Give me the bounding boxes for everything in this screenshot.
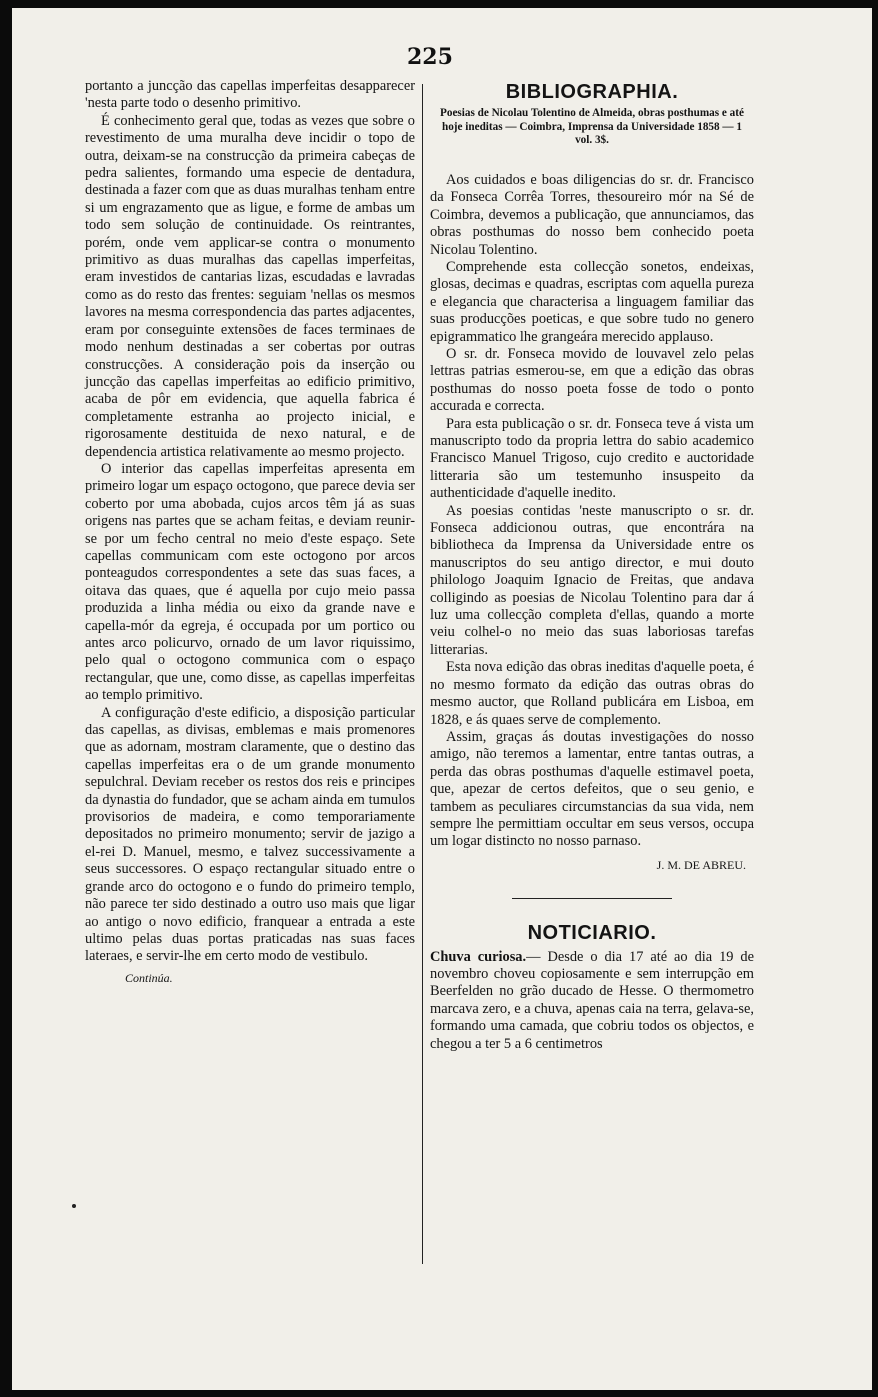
paragraph: A configuração d'este edificio, a disposição particular das capellas, as divisas, emblemas e mais promenores que as adornam, mostram claramente, que o destino das capellas imperfeitas era o de um grande monumento sepulchral. Deviam receber os restos dos reis e principes da dynastia do fundador, que se acham ainda em tumulos provisorios de madeira, e como temporariamente depositados no primeiro monumento; servir de jazigo a el-rei D. Manuel, mesmo, e talvez successivamente a seus successores. O espaço rectangular situado entre o grande arco do octogono e o fundo do primeiro templo, não parece ter sido destinado a outro uso mais que ligar ao antigo o novo edificio, franquear a entrada a este ultimo pelas duas portas praticadas nas suas faces lateraes, e servir-lhe em certo modo de vestibulo. (85, 704, 415, 965)
continua-note: Continúa. (125, 970, 173, 985)
signature: J. M. DE ABREU. (656, 857, 746, 872)
left-column (85, 78, 415, 987)
column-divider (422, 84, 423, 1264)
paragraph: Comprehende esta collecção sonetos, endeixas, glosas, decimas e quadras, escriptas com aquella pureza e elegancia que characterisa a linguagem familiar das suas producções poeticas, e que sobre tudo no genero epigrammatico lhe grangeára merecido applauso. (430, 258, 754, 345)
news-item (430, 949, 754, 1053)
news-item-text: — Desde o dia 17 até ao dia 19 de novembro choveu copiosamente e sem interrupção em Beerfelden no grão ducado de Hesse. O thermometro marcava zero, e a chuva, apenas caia na terra, gelava-se, formando uma camada, que cobriu todos os objectos, e chegou a ter 5 a 6 centimetros (430, 948, 754, 1052)
paragraph: As poesias contidas 'neste manuscripto o sr. dr. Fonseca addicionou outras, que encontrára na bibliotheca da Imprensa da Universidade entre os manuscriptos do seu antigo director, e mui douto philologo Joaquim Ignacio de Freitas, que andava colligindo as poesias de Nicolau Tolentino para dar á luz uma collecção completa d'ellas, quando a morte veiu colhel-o no meio das suas laboriosas tarefas litterarias. (430, 502, 754, 658)
noticiario-heading: NOTICIARIO. (527, 922, 657, 945)
paragraph: O sr. dr. Fonseca movido de louvavel zelo pelas lettras patrias esmerou-se, em que a edição das obras posthumas do nosso poeta fosse de todo o ponto accurada e correcta. (430, 345, 754, 415)
paragraph: Esta nova edição das obras ineditas d'aquelle poeta, é no mesmo formato da edição das outras obras do mesmo auctor, que Rolland publicára em Lisboa, em 1828, e ás quaes serve de complemento. (430, 659, 754, 728)
newspaper-page (12, 8, 872, 1390)
paragraph: O interior das capellas imperfeitas apresenta em primeiro logar um espaço octogono, que parece devia ser coberto por uma abobada, cujos arcos têm já as suas origens nas partes que se acham feitas, e deviam reunir-se por um fecho central no meio d'este espaço. Sete capellas communicam com este octogono por arcos ponteagudos correspondentes a sete das suas faces, a oitava das quaes, que é aquella por cujo meio passa produzida a linha média ou eixo da grande nave e capella-mór da egreja, é occupada por um portico ou antes arco policurvo, ornado de um lavor riquissimo, pelo qual o octogono communica com o espaço rectangular, que une, como disse, as capellas imperfeitas ao templo primitivo. (85, 460, 415, 704)
bibliographia-heading: BIBLIOGRAPHIA. (505, 81, 679, 103)
section-rule (512, 898, 672, 899)
page-number: 225 (407, 44, 453, 70)
margin-mark (72, 1204, 76, 1208)
paragraph: Para esta publicação o sr. dr. Fonseca teve á vista um manuscripto todo da propria lettra do sabio academico Francisco Manuel Trigoso, cujo credito e auctoridade litteraria são um testemunho insuspeito da authenticidade d'aquelle inedito. (430, 415, 754, 502)
right-column (430, 78, 754, 1053)
paragraph: portanto a juncção das capellas imperfeitas desapparecer 'nesta parte todo o desenho primitivo. (85, 78, 415, 112)
news-item-title: Chuva curiosa. (430, 948, 527, 965)
paragraph: É conhecimento geral que, todas as vezes que sobre o revestimento de uma muralha deve incidir o topo de outra, deixam-se na construcção da primeira cabeças de pedra salientes, formando uma especie de dentadura, destinada a fazer com que as duas muralhas tenham entre si um engrazamento que as ligue, e forme de ambas um todo sem solução de continuidade. Os reintrantes, porém, onde vem applicar-se contra o monumento primitivo as duas muralhas das capellas imperfeitas, eram investidos de cantarias lizas, escudadas e lavradas como as do resto das frentes: seguiam 'nellas os mesmos lavores na mesma correspondencia das partes adjacentes, eram por conseguinte extensões de faces terminaes de modo nenhum destinadas a ser cobertas por outras construcções. A consideração pois da inserção ou juncção das capellas imperfeitas ao edificio primitivo, acaba de pôr em evidencia, que aquella fabrica é completamente estranha ao projecto inicial, e rigorosamente destituida de nexo natural, e de dependencia artistica relativamente ao mesmo projecto. (85, 112, 415, 460)
paragraph: Assim, graças ás doutas investigações do nosso amigo, não teremos a lamentar, entre tantas outras, a perda das obras posthumas d'aquelle estimavel poeta, que, apezar de certos defeitos, que o seu genio, e tambem as peculiares circumstancias da sua vida, nem sempre lhe permittiam occultar em seus versos, occupa um logar distincto no nosso parnaso. (430, 728, 754, 850)
bibliographia-reference: Poesias de Nicolau Tolentino de Almeida, obras posthumas e até hoje ineditas — Coimbra, Imprensa da Universidade 1858 — 1 vol. 3$. (440, 107, 744, 147)
paragraph: Aos cuidados e boas diligencias do sr. dr. Francisco da Fonseca Corrêa Torres, thesoureiro mór na Sé de Coimbra, devemos a publicação, que annunciamos, das obras posthumas do nosso bem conhecido poeta Nicolau Tolentino. (430, 171, 754, 258)
